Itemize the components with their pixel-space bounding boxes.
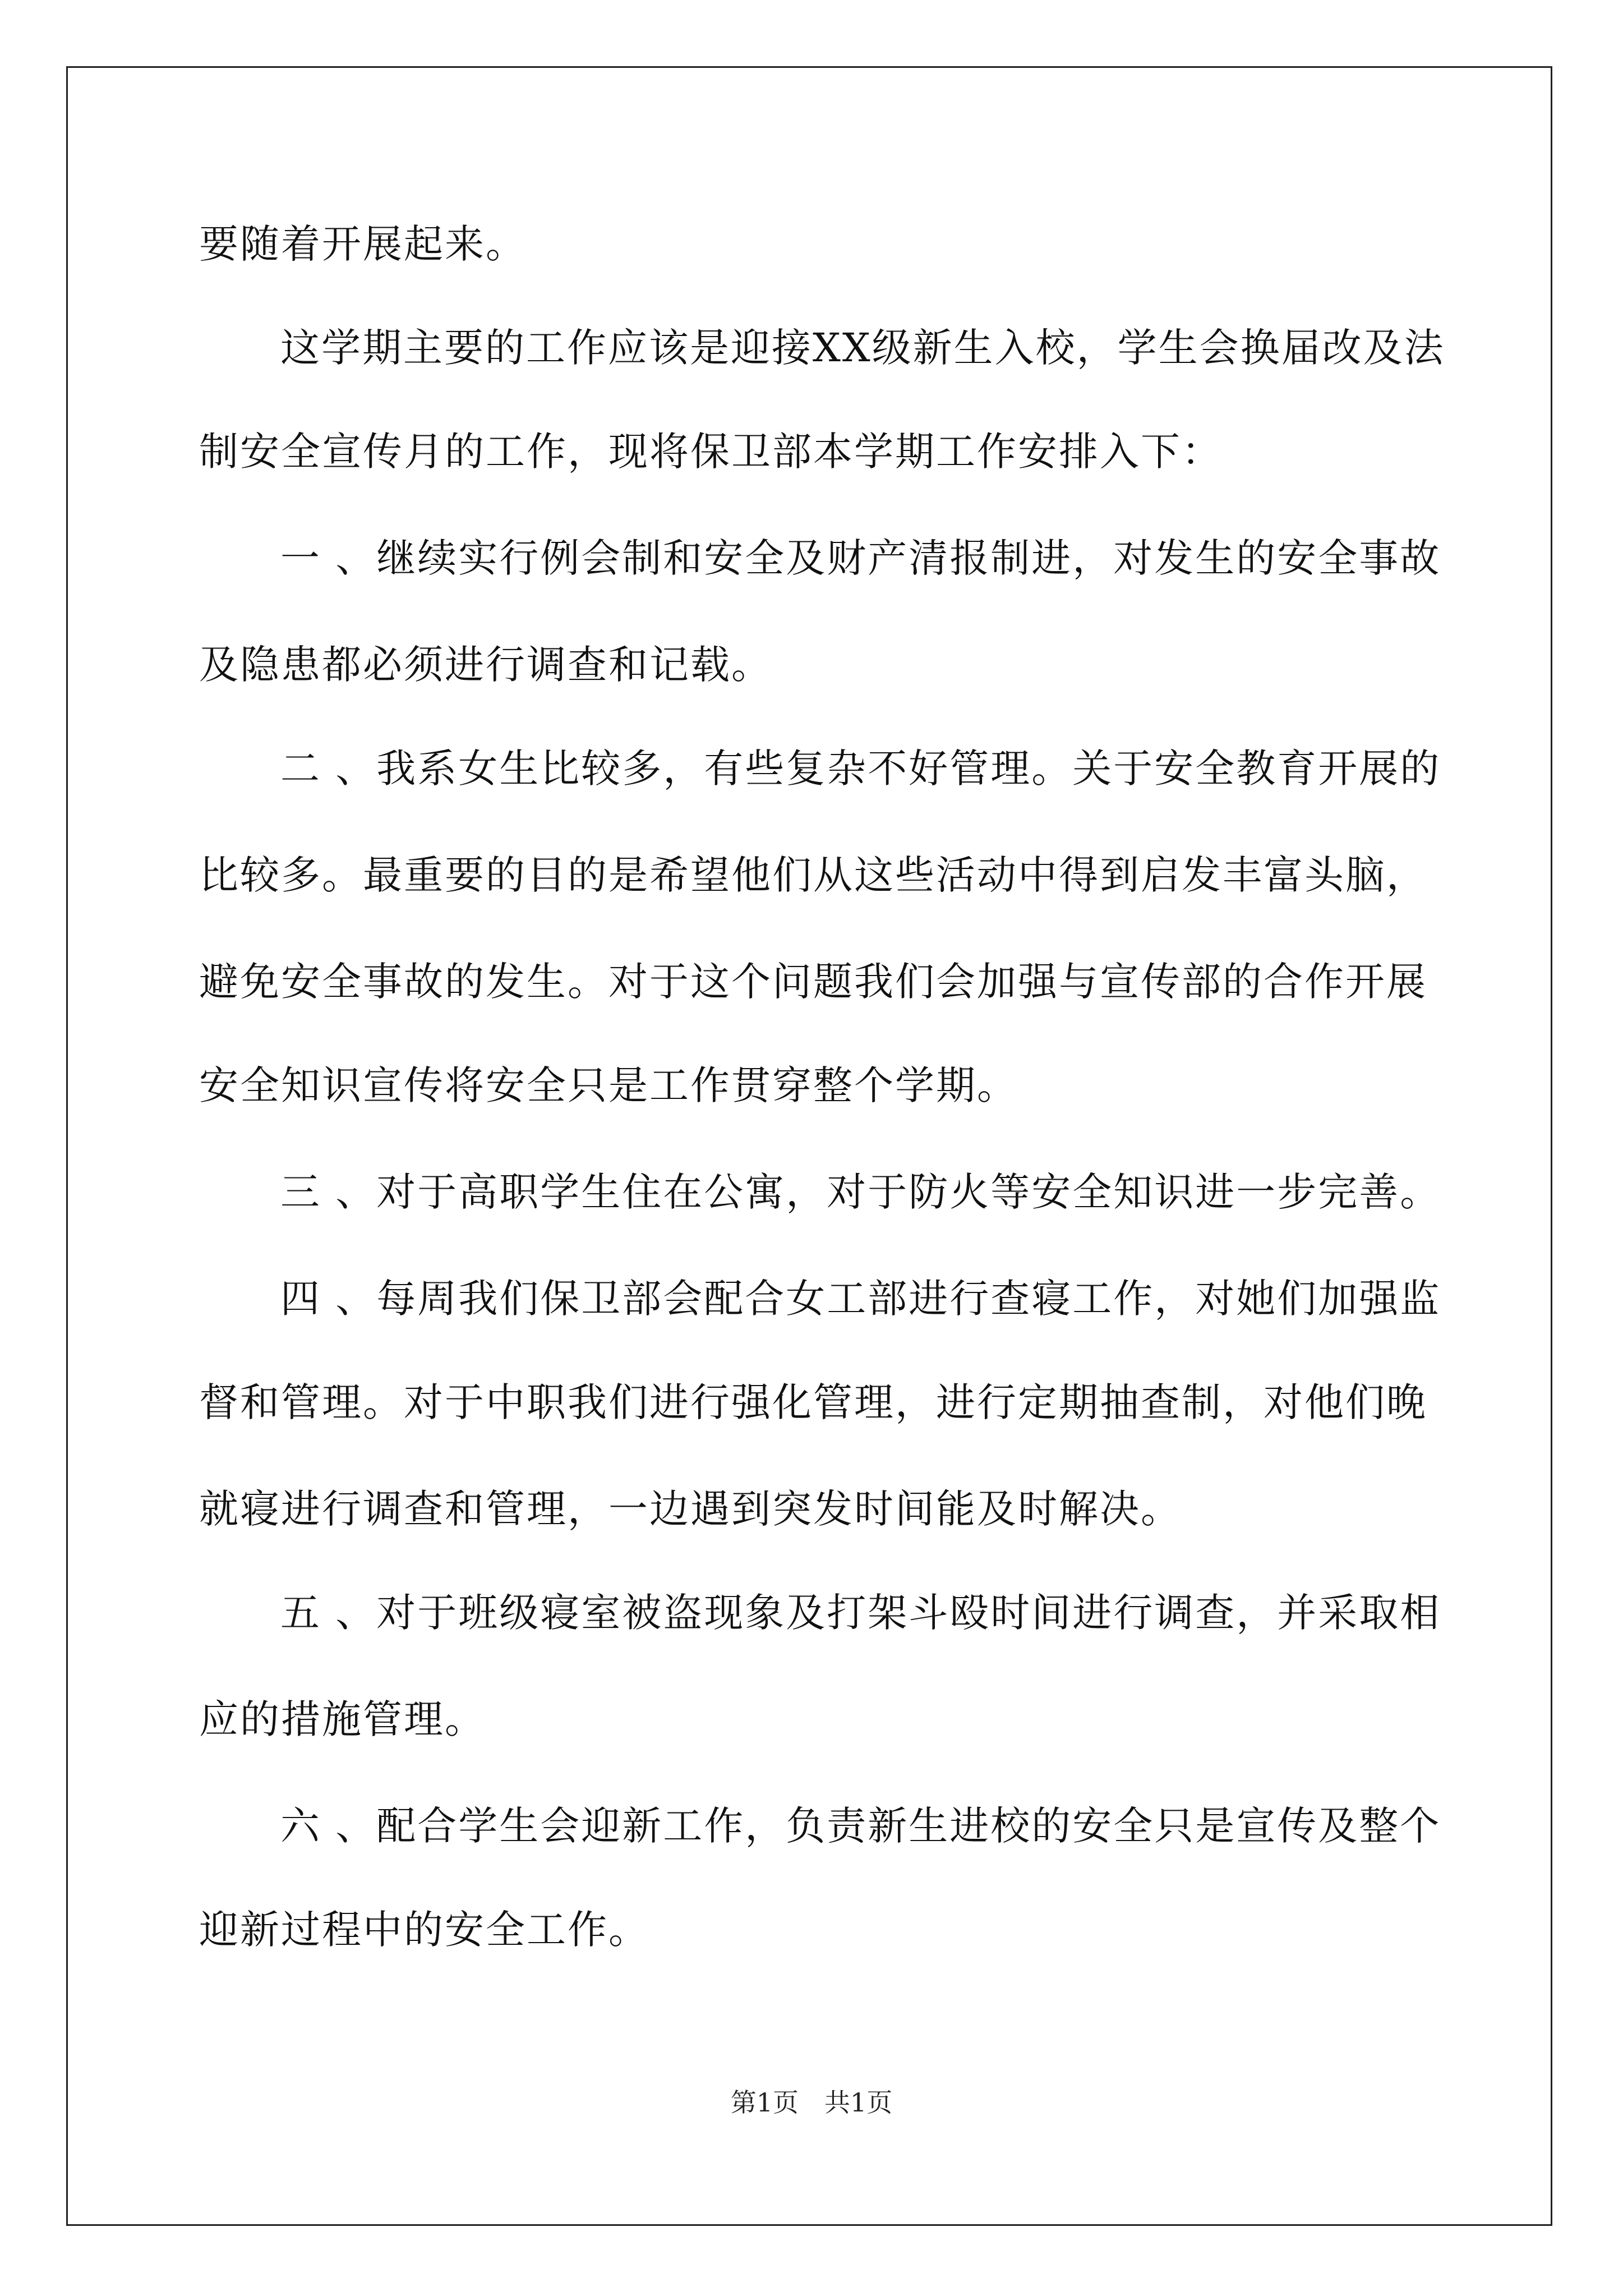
body-line: 这学期主要的工作应该是迎接XX级新生入校，学生会换届改及法 — [280, 325, 1445, 371]
body-line: 应的措施管理。 — [199, 1696, 486, 1742]
body-line: 安全知识宣传将安全只是工作贯穿整个学期。 — [199, 1062, 1018, 1108]
body-line: 一 、继续实行例会制和安全及财产清报制进，对发生的安全事故 — [280, 535, 1441, 581]
body-line: 比较多。最重要的目的是希望他们从这些活动中得到启发丰富头脑， — [199, 852, 1427, 898]
body-line: 避免安全事故的发生。对于这个问题我们会加强与宣传部的合作开展 — [199, 959, 1427, 1005]
body-line: 督和管理。对于中职我们进行强化管理，进行定期抽查制，对他们晚 — [199, 1379, 1427, 1425]
body-line: 要随着开展起来。 — [199, 221, 527, 267]
body-line: 五 、对于班级寝室被盗现象及打架斗殴时间进行调查，并采取相 — [280, 1590, 1441, 1636]
body-line: 及隐患都必须进行调查和记载。 — [199, 642, 772, 688]
body-line: 二 、我系女生比较多，有些复杂不好管理。关于安全教育开展的 — [280, 746, 1441, 792]
body-line: 就寝进行调查和管理，一边遇到突发时间能及时解决。 — [199, 1486, 1182, 1532]
body-line: 三 、对于高职学生住在公寓，对于防火等安全知识进一步完善。 — [280, 1169, 1441, 1215]
body-line: 六 、配合学生会迎新工作，负责新生进校的安全只是宣传及整个 — [280, 1803, 1441, 1849]
body-line: 制安全宣传月的工作，现将保卫部本学期工作安排入下： — [199, 429, 1223, 475]
body-line: 四 、每周我们保卫部会配合女工部进行查寝工作，对她们加强监 — [280, 1276, 1441, 1322]
page-number-footer: 第1页 共1页 — [730, 2087, 893, 2118]
body-line: 迎新过程中的安全工作。 — [199, 1907, 649, 1953]
